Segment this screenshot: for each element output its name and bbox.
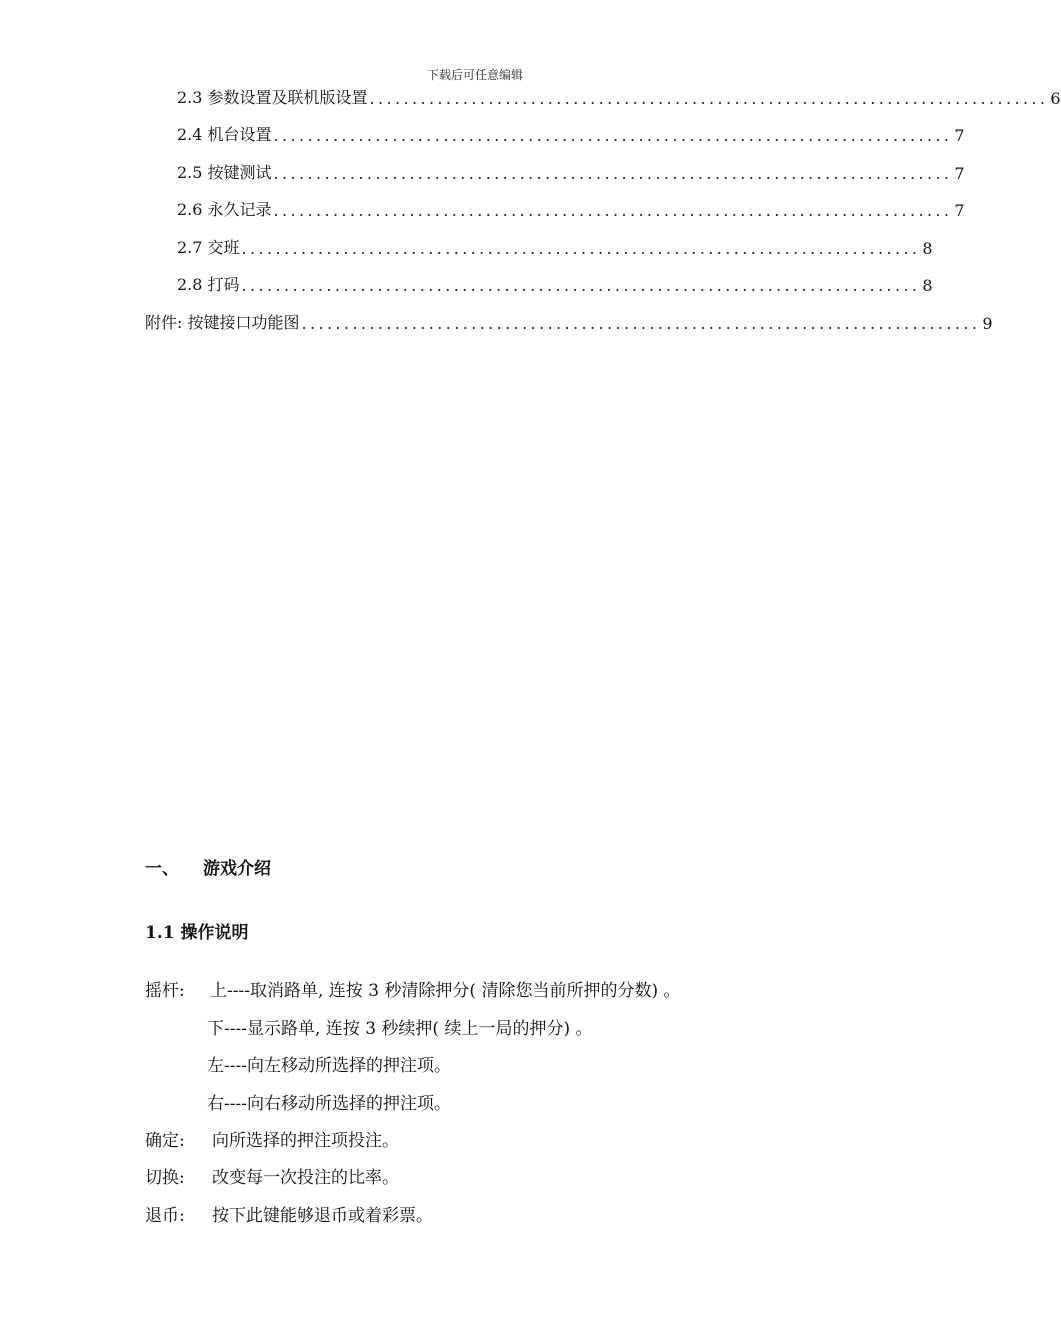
confirm-label: 确定:	[145, 1131, 185, 1151]
section-heading	[145, 854, 271, 879]
toc-entry-page: 7	[954, 126, 965, 145]
toc-entry-label: 2.8 打码	[177, 275, 240, 294]
toc-entry-label: 2.7 交班	[177, 238, 240, 257]
toc-entry[interactable]	[177, 194, 965, 220]
toc-entry-label: 附件: 按键接口功能图	[145, 313, 300, 332]
confirm-text: 向所选择的押注项投注。	[212, 1131, 399, 1151]
toc-entry[interactable]	[177, 232, 933, 258]
switch-text: 改变每一次投注的比率。	[212, 1168, 399, 1188]
joystick-label: 摇杆:	[145, 981, 185, 1001]
toc-entry[interactable]	[177, 82, 1061, 108]
switch-label: 切换:	[145, 1168, 185, 1188]
joystick-down-text: 下----显示路单, 连按 3 秒续押( 续上一局的押分) 。	[207, 1019, 593, 1039]
toc-entry-page: 7	[954, 201, 965, 220]
toc-leader-dots: ................................................................................	[273, 126, 953, 145]
joystick-left-text: 左----向左移动所选择的押注项。	[207, 1056, 451, 1076]
toc-entry-label: 2.6 永久记录	[177, 200, 272, 219]
toc-leader-dots: ................................................................................	[241, 276, 921, 295]
toc-leader-dots: ................................................................................	[301, 314, 981, 333]
toc-entry[interactable]	[177, 157, 965, 183]
toc-entry-label: 2.4 机台设置	[177, 125, 272, 144]
section-title: 游戏介绍	[203, 859, 271, 879]
toc-entry-page: 9	[982, 314, 993, 333]
coin-label: 退币:	[145, 1206, 185, 1226]
joystick-up-text: 上----取消路单, 连按 3 秒清除押分( 清除您当前所押的分数) 。	[210, 981, 681, 1001]
toc-leader-dots: ................................................................................	[241, 239, 921, 258]
toc-entry[interactable]	[177, 119, 965, 145]
subsection-heading: 1.1 操作说明	[145, 923, 249, 943]
header-note: 下载后可任意编辑	[426, 68, 523, 82]
toc-entry-label: 2.3 参数设置及联机版设置	[177, 88, 368, 107]
section-number: 一、	[145, 859, 179, 879]
toc-entry-label: 2.5 按键测试	[177, 163, 272, 182]
toc-entry-page: 8	[922, 276, 933, 295]
toc-entry-page: 8	[922, 239, 933, 258]
toc-entry[interactable]	[177, 269, 933, 295]
joystick-right-text: 右----向右移动所选择的押注项。	[207, 1094, 451, 1114]
toc-entry-page: 7	[954, 164, 965, 183]
toc-leader-dots: ................................................................................	[369, 89, 1049, 108]
toc-leader-dots: ................................................................................	[273, 164, 953, 183]
toc-entry[interactable]	[145, 307, 993, 333]
toc-leader-dots: ................................................................................	[273, 201, 953, 220]
coin-text: 按下此键能够退币或着彩票。	[212, 1206, 433, 1226]
toc-entry-page: 6	[1050, 89, 1061, 108]
